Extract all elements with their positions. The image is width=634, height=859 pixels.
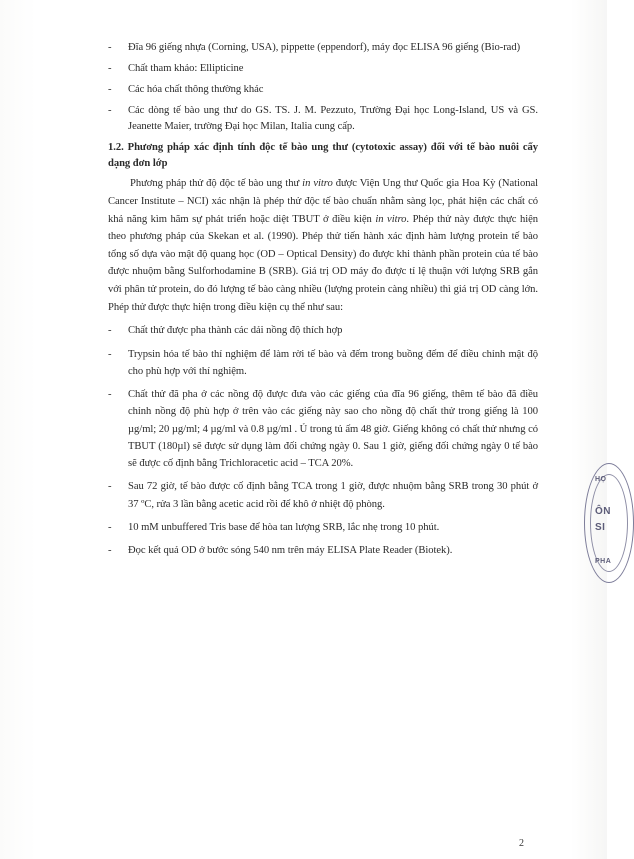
bullet-dash: - bbox=[108, 481, 112, 493]
list-item-text: Chất thử đã pha ở các nồng độ được đưa vào các giếng của đĩa 96 giếng, thêm tế bào đã điều chỉnh nồng độ phù hợp ở trên vào các giếng này sao cho nồng độ chất thử trong giếng là 100 µg/ml; 20 µg/ml; 4 µg/ml và 0.8 µg/ml . Ủ trong tủ ấm 48 giờ. Giếng không có chất thử nhưng có TBUT (180µl) sẽ được sử dụng làm đối chứng ngày 0. Sau 1 giờ, giếng đối chứng ngày 0 tế bào sẽ được cố định bằng Trichloracetic acid – TCA 20%. bbox=[128, 389, 538, 469]
bullet-dash: - bbox=[108, 521, 112, 533]
list-item bbox=[108, 40, 538, 56]
list-item-text: Các dòng tế bào ung thư do GS. TS. J. M. Pezzuto, Trường Đại học Long-Island, US và GS. Jeanette Maier, trường Đại học Milan, Italia cung cấp. bbox=[128, 105, 538, 133]
section-heading: 1.2. Phương pháp xác định tính độc tế bào ung thư (cytotoxic assay) đối với tế bào nuôi cấy dạng đơn lớp bbox=[108, 142, 538, 170]
stamp-text: SI bbox=[595, 522, 606, 533]
list-item-text: Đọc kết quả OD ở bước sóng 540 nm trên máy ELISA Plate Reader (Biotek). bbox=[128, 545, 453, 557]
stamp bbox=[584, 463, 634, 583]
list-item bbox=[108, 61, 538, 77]
list-item bbox=[108, 103, 538, 136]
paragraph-text: được Viện Ung thư Quốc gia Hoa Kỳ (National Cancer Institute – NCI) xác nhận là phép thử độc tế bào chuẩn nhằm sàng lọc, phát hiện các chất có khả năng kìm hãm sự phát triển hoặc diệt TBUT ở điều kiện bbox=[108, 178, 538, 225]
list-item bbox=[108, 346, 538, 380]
list-item bbox=[108, 478, 538, 512]
bullet-dash: - bbox=[108, 545, 112, 557]
procedure-steps-list bbox=[108, 322, 538, 559]
bullet-dash: - bbox=[108, 389, 112, 401]
list-item-text: Chất thử được pha thành các dải nồng độ thích hợp bbox=[128, 325, 343, 337]
paragraph-text: Phương pháp thử độ độc tế bào ung thư bbox=[130, 178, 303, 190]
paragraph-italic-term: in vitro bbox=[302, 178, 333, 190]
stamp-text: HỌ bbox=[595, 476, 607, 483]
page-number: 2 bbox=[519, 838, 524, 849]
list-item-text: Sau 72 giờ, tế bào được cố định bằng TCA trong 1 giờ, được nhuộm bằng SRB trong 30 phút ở 37 ºC, rửa 3 lần bằng acetic acid rồi để khô ở nhiệt độ phòng. bbox=[128, 481, 538, 510]
list-item bbox=[108, 519, 538, 536]
materials-list bbox=[108, 40, 538, 136]
list-item-text: Các hóa chất thông thường khác bbox=[128, 84, 264, 95]
page-content bbox=[108, 40, 538, 566]
stamp-text: PHA bbox=[595, 558, 612, 565]
list-item-text: Trypsin hóa tế bào thí nghiệm để làm rời tế bào và đếm trong buồng đếm để điều chỉnh mật độ cho phù hợp với thí nghiệm. bbox=[128, 348, 538, 377]
bullet-dash: - bbox=[108, 105, 112, 116]
list-item bbox=[108, 542, 538, 559]
list-item-text: Chất tham khảo: Ellipticine bbox=[128, 63, 244, 74]
list-item bbox=[108, 82, 538, 98]
paragraph-italic-term: in vitro bbox=[375, 213, 407, 225]
bullet-dash: - bbox=[108, 63, 112, 74]
bullet-dash: - bbox=[108, 348, 112, 360]
list-item bbox=[108, 322, 538, 339]
list-item-text: Đĩa 96 giếng nhựa (Corning, USA), pippette (eppendorf), máy đọc ELISA 96 giếng (Bio-rad) bbox=[128, 42, 521, 53]
bullet-dash: - bbox=[108, 84, 112, 95]
list-item bbox=[108, 386, 538, 472]
stamp-text: ÔN bbox=[595, 506, 611, 517]
list-item-text: 10 mM unbuffered Tris base để hòa tan lượng SRB, lắc nhẹ trong 10 phút. bbox=[128, 521, 440, 533]
bullet-dash: - bbox=[108, 42, 112, 53]
method-paragraph bbox=[108, 175, 538, 316]
bullet-dash: - bbox=[108, 325, 112, 337]
paragraph-text: . Phép thử này được thực hiện theo phương pháp của Skekan et al. (1990). Phép thử tiến hành xác định hàm lượng protein tế bào tổng số dựa vào mật độ quang học (OD – Optical Density) đo được khi thành phần protein của tế bào được nhuộm bằng Sulforhodamine B (SRB). Giá trị OD máy đo được tỉ lệ thuận với lượng SRB gắn với phân tử protein, do đó lượng tế bào càng nhiều (lượng protein càng nhiều) thì giá trị OD càng lớn. Phép thử được thực hiện trong điều kiện cụ thể như sau: bbox=[108, 213, 538, 313]
